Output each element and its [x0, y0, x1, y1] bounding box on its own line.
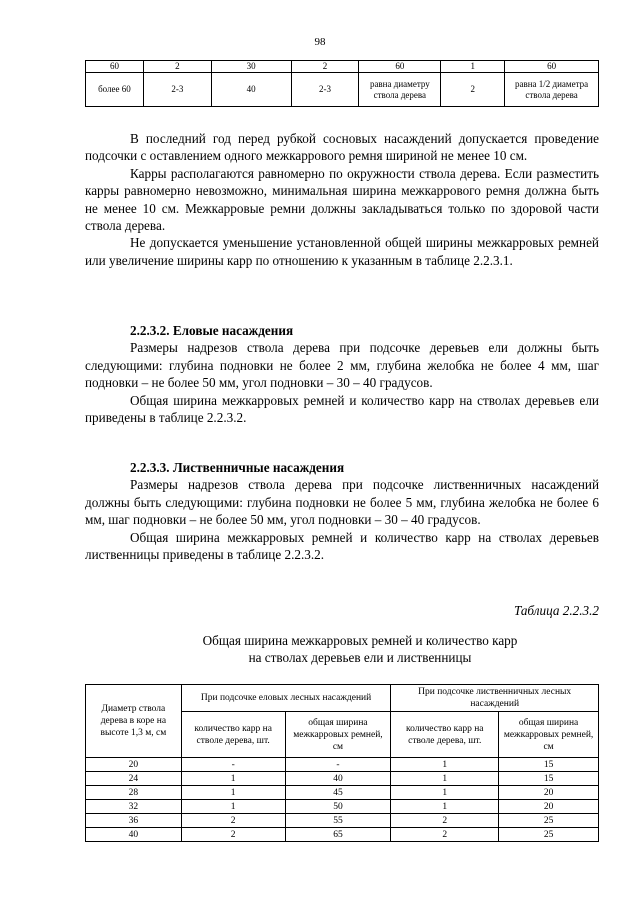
table-cell: 60 [86, 61, 144, 73]
table-cell: 1 [391, 786, 499, 800]
paragraph: Общая ширина межкарровых ремней и количество карр на стволах деревьев ели приведены в таблице 2.2.3.2. [85, 392, 599, 426]
table-title [85, 632, 635, 667]
table-row [86, 61, 599, 73]
table-cell: 20 [499, 786, 599, 800]
section-heading: 2.2.3.2. Еловые насаждения [130, 323, 294, 338]
table-cell: 55 [285, 814, 391, 828]
table-cell: 2 [391, 828, 499, 842]
table-cell: более 60 [86, 73, 144, 107]
header-width: общая ширина межкарровых ремней, см [285, 712, 391, 758]
paragraph: Размеры надрезов ствола дерева при подсочке лиственничных насаждений должны быть следующими: глубина подновки не более 5 мм, глубина желобка не более 6 мм, шаг подновки – не более 50 мм, угол подновки – 30 – 40 градусов. [85, 477, 599, 528]
header-width: общая ширина межкарровых ремней, см [499, 712, 599, 758]
header-diameter: Диаметр ствола дерева в коре на высоте 1,3 м, см [86, 685, 182, 758]
table-cell: 1 [181, 772, 285, 786]
table-cell: 32 [86, 800, 182, 814]
table-cell: 1 [181, 800, 285, 814]
paragraph: Карры располагаются равномерно по окружности ствола дерева. Если разместить карры равномерно невозможно, минимальная ширина межкаррового ремня должна быть не менее 10 см. Межкарровые ремни должны закладываться только по здоровой части ствола дерева. [85, 165, 599, 234]
table-row [86, 800, 599, 814]
header-count: количество карр на стволе дерева, шт. [391, 712, 499, 758]
table-cell: 28 [86, 786, 182, 800]
table-row [86, 786, 599, 800]
section-heading: 2.2.3.3. Лиственничные насаждения [130, 460, 345, 475]
table-cell: 2 [143, 61, 211, 73]
table-row [86, 73, 599, 107]
table-cell: 2-3 [291, 73, 359, 107]
table-cell: 30 [211, 61, 291, 73]
table-cell: равна диаметру ствола дерева [359, 73, 441, 107]
table-header-row [86, 685, 599, 712]
table-cell: 25 [499, 828, 599, 842]
table-caption: Таблица 2.2.3.2 [513, 603, 599, 618]
table-cell: 15 [499, 758, 599, 772]
table-cell: 1 [441, 61, 505, 73]
section-larch [85, 459, 599, 563]
table-cell: 20 [499, 800, 599, 814]
table-cell: 1 [181, 786, 285, 800]
table-cell: 2 [181, 828, 285, 842]
table-cell: 2 [291, 61, 359, 73]
table-cell: 60 [359, 61, 441, 73]
header-larch: При подсочке лиственничных лесных насаждений [391, 685, 599, 712]
table-cell: 15 [499, 772, 599, 786]
paragraph: Не допускается уменьшение установленной общей ширины межкарровых ремней или увеличение ширины карр по отношению к указанным в таблице 2.2.3.1. [85, 235, 599, 268]
header-count: количество карр на стволе дерева, шт. [181, 712, 285, 758]
table-cell: - [181, 758, 285, 772]
table-cell: 1 [391, 758, 499, 772]
paragraph: В последний год перед рубкой сосновых насаждений допускается проведение подсочки с оставлением одного межкаррового ремня шириной не менее 10 см. [85, 131, 599, 164]
pine-paragraphs [85, 130, 599, 269]
header-spruce: При подсочке еловых лесных насаждений [181, 685, 391, 712]
table-cell: 36 [86, 814, 182, 828]
table-cell: 65 [285, 828, 391, 842]
table-row [86, 758, 599, 772]
table-cell: - [285, 758, 391, 772]
table-cell: 1 [391, 772, 499, 786]
table-cell: 24 [86, 772, 182, 786]
continuation-table [85, 60, 599, 107]
table-cell: 2 [181, 814, 285, 828]
table-cell: 60 [505, 61, 599, 73]
section-spruce [85, 322, 599, 426]
table-cell: 1 [391, 800, 499, 814]
table-cell: равна 1/2 диаметра ствола дерева [505, 73, 599, 107]
table-title-line: на стволах деревьев ели и лиственницы [248, 650, 472, 666]
table-cell: 40 [211, 73, 291, 107]
table-cell: 2 [441, 73, 505, 107]
table-cell: 40 [86, 828, 182, 842]
table-cell: 25 [499, 814, 599, 828]
table-cell: 2 [391, 814, 499, 828]
table-title-line: Общая ширина межкарровых ремней и количество карр [202, 633, 518, 648]
table-cell: 2-3 [143, 73, 211, 107]
table-row [86, 828, 599, 842]
table-cell: 20 [86, 758, 182, 772]
resin-tapping-table [85, 684, 599, 842]
paragraph: Общая ширина межкарровых ремней и количество карр на стволах деревьев лиственницы приведены в таблице 2.2.3.2. [85, 529, 599, 563]
page-number: 98 [314, 36, 326, 48]
table-row [86, 814, 599, 828]
table-cell: 45 [285, 786, 391, 800]
table-cell: 50 [285, 800, 391, 814]
paragraph: Размеры надрезов ствола дерева при подсочке деревьев ели должны быть следующими: глубина подновки не более 2 мм, глубина желобка не более 4 мм, шаг подновки – не более 50 мм, угол подновки – 30 – 40 градусов. [85, 340, 599, 391]
table-row [86, 772, 599, 786]
table-cell: 40 [285, 772, 391, 786]
